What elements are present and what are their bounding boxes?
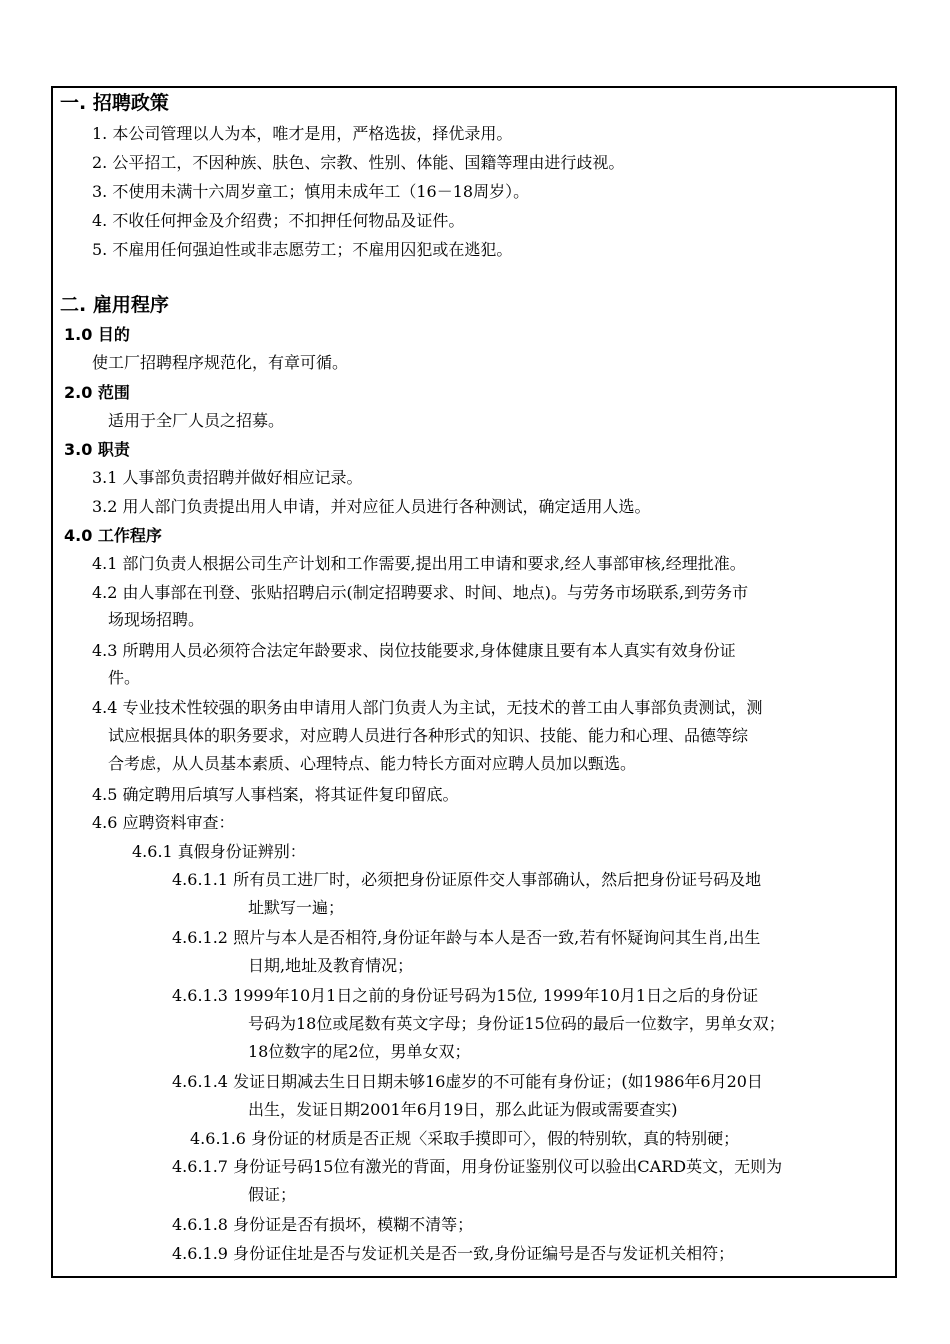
- id-check-7-line-1: 4.6.1.7 身份证号码15位有激光的背面，用身份证鉴别仪可以验出CARD英文，无则为: [172, 1157, 783, 1176]
- id-check-3-line-2: 号码为18位或尾数有英文字母；身份证15位码的最后一位数字，男单女双；: [248, 1014, 785, 1033]
- procedure-4-4-line-1: 4.4 专业技术性较强的职务由申请用人部门负责人为主试，无技术的普工由人事部负责测试，测: [92, 698, 763, 717]
- procedure-4-6-1: 4.6.1 真假身份证辨别：: [132, 842, 306, 861]
- id-check-9: 4.6.1.9 身份证住址是否与发证机关是否一致,身份证编号是否与发证机关相符；: [172, 1244, 735, 1263]
- policy-item-4: 4. 不收任何押金及介绍费；不扣押任何物品及证件。: [92, 211, 465, 230]
- duty-item-1: 3.1 人事部负责招聘并做好相应记录。: [92, 468, 363, 487]
- id-check-4-line-2: 出生，发证日期2001年6月19日，那么此证为假或需要查实): [248, 1100, 678, 1119]
- procedure-4-2-line-1: 4.2 由人事部在刊登、张贴招聘启示(制定招聘要求、时间、地点)。与劳务市场联系,到劳务市: [92, 583, 749, 602]
- id-check-4-line-1: 4.6.1.4 发证日期减去生日日期未够16虚岁的不可能有身份证；(如1986年6月20日: [172, 1072, 763, 1091]
- procedure-4-5: 4.5 确定聘用后填写人事档案，将其证件复印留底。: [92, 785, 459, 804]
- purpose-text: 使工厂招聘程序规范化，有章可循。: [92, 353, 349, 372]
- duty-heading: 3.0 职责: [64, 440, 130, 459]
- id-check-3-line-1: 4.6.1.3 1999年10月1日之前的身份证号码为15位, 1999年10月1日之后的身份证: [172, 986, 759, 1005]
- policy-item-5: 5. 不雇用任何强迫性或非志愿劳工；不雇用囚犯或在逃犯。: [92, 240, 513, 259]
- procedure-4-3-line-1: 4.3 所聘用人员必须符合法定年龄要求、岗位技能要求,身体健康且要有本人真实有效身份证: [92, 641, 736, 660]
- section-1-title: 一. 招聘政策: [60, 92, 169, 114]
- id-check-1-line-2: 址默写一遍；: [248, 898, 345, 917]
- procedure-heading: 4.0 工作程序: [64, 526, 162, 545]
- procedure-4-2-line-2: 场现场招聘。: [108, 610, 205, 629]
- id-check-2-line-1: 4.6.1.2 照片与本人是否相符,身份证年龄与本人是否一致,若有怀疑询问其生肖,出生: [172, 928, 761, 947]
- policy-item-3: 3. 不使用未满十六周岁童工；慎用未成年工（16－18周岁）。: [92, 182, 530, 201]
- purpose-heading: 1.0 目的: [64, 325, 130, 344]
- id-check-8: 4.6.1.8 身份证是否有损坏，模糊不清等；: [172, 1215, 474, 1234]
- procedure-4-1: 4.1 部门负责人根据公司生产计划和工作需要,提出用工申请和要求,经人事部审核,经理批准。: [92, 554, 746, 573]
- id-check-1-line-1: 4.6.1.1 所有员工进厂时，必须把身份证原件交人事部确认，然后把身份证号码及地: [172, 870, 762, 889]
- id-check-7-line-2: 假证；: [248, 1185, 297, 1204]
- id-check-6: 4.6.1.6 身份证的材质是否正规〈采取手摸即可〉，假的特别软，真的特别硬；: [190, 1129, 740, 1148]
- id-check-2-line-2: 日期,地址及教育情况；: [248, 956, 414, 975]
- policy-item-2: 2. 公平招工，不因种族、肤色、宗教、性别、体能、国籍等理由进行歧视。: [92, 153, 625, 172]
- scope-text: 适用于全厂人员之招募。: [108, 411, 285, 430]
- procedure-4-4-line-2: 试应根据具体的职务要求，对应聘人员进行各种形式的知识、技能、能力和心理、品德等综: [108, 726, 749, 745]
- duty-item-2: 3.2 用人部门负责提出用人申请，并对应征人员进行各种测试，确定适用人选。: [92, 497, 651, 516]
- procedure-4-4-line-3: 合考虑，从人员基本素质、心理特点、能力特长方面对应聘人员加以甄选。: [108, 754, 637, 773]
- procedure-4-6: 4.6 应聘资料审查：: [92, 813, 235, 832]
- id-check-3-line-3: 18位数字的尾2位，男单女双；: [248, 1042, 471, 1061]
- procedure-4-3-line-2: 件。: [108, 668, 141, 687]
- scope-heading: 2.0 范围: [64, 383, 130, 402]
- policy-item-1: 1. 本公司管理以人为本，唯才是用，严格选拔，择优录用。: [92, 124, 513, 143]
- section-2-title: 二. 雇用程序: [60, 294, 169, 316]
